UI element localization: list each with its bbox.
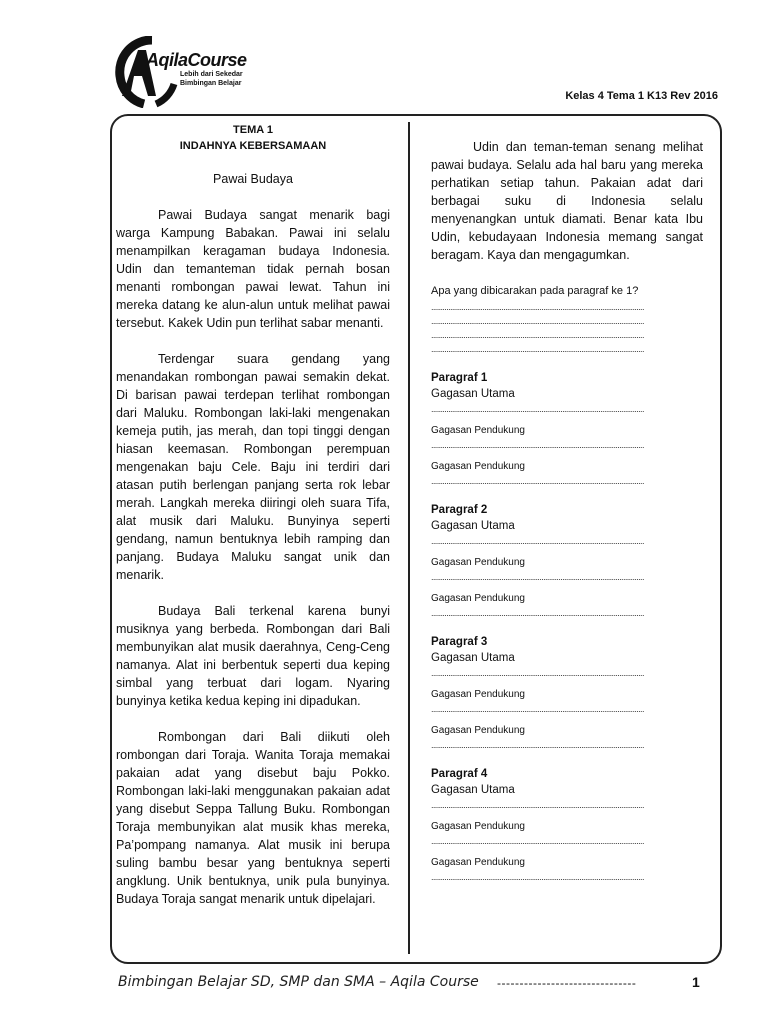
logo-brand-text: AqilaCourse xyxy=(146,50,247,70)
story-paragraph-4: Rombongan dari Bali diikuti oleh rombongan dari Toraja. Wanita Toraja memakai pakaian adat yang disebut baju Pokko. Rombongan laki-laki menggunakan pakaian adat yang disebut Seppa Tallung Buku. Rombongan Toraja membunyikan alat musik khas mereka, Pa’pompang namanya. Alat musik ini berupa suling bambu besar yang bentuknya seperti angklung. Unik bentuknya, unik pula bunyinya. Budaya Toraja sangat menarik untuk dipelajari. xyxy=(116,730,390,906)
answer-line[interactable]: ................................................................................................................ xyxy=(431,302,644,312)
answer-line[interactable]: ................................................................................................................ xyxy=(431,344,644,354)
paragraph-block-4 xyxy=(431,766,703,884)
supporting-idea-label: Gagasan Pendukung xyxy=(431,593,525,604)
paragraph-block-1 xyxy=(431,370,703,488)
supporting-idea-label: Gagasan Pendukung xyxy=(431,689,525,700)
answer-line[interactable]: ................................................................................................................ xyxy=(431,608,644,618)
supporting-idea-label: Gagasan Pendukung xyxy=(431,857,525,868)
story-title: Pawai Budaya xyxy=(213,172,293,186)
question-text: Apa yang dibicarakan pada paragraf ke 1? xyxy=(431,285,639,297)
answer-line[interactable]: ................................................................................................................ xyxy=(431,872,644,882)
theme-number: TEMA 1 xyxy=(233,124,273,136)
supporting-idea-label: Gagasan Pendukung xyxy=(431,725,525,736)
main-idea-label: Gagasan Utama xyxy=(431,388,515,400)
footer-dashes: ------------------------------- xyxy=(497,976,637,990)
main-idea-label: Gagasan Utama xyxy=(431,784,515,796)
supporting-idea-label: Gagasan Pendukung xyxy=(431,821,525,832)
logo-tagline-line1: Lebih dari Sekedar xyxy=(180,71,243,78)
left-column xyxy=(116,122,390,926)
paragraph-block-2 xyxy=(431,502,703,620)
paragraph-title: Paragraf 3 xyxy=(431,636,488,648)
story-paragraph-5: Udin dan teman-teman senang melihat pawai budaya. Selalu ada hal baru yang mereka perhatikan setiap tahun. Pakaian adat dari berbagai suku di Indonesia selalu menyenangkan untuk diamati. Benar kata Ibu Udin, kebudayaan Indonesia memang sangat beragam. Kaya dan mengagumkan. xyxy=(431,140,703,262)
paragraph-block-3 xyxy=(431,634,703,752)
paragraph-title: Paragraf 2 xyxy=(431,504,488,516)
supporting-idea-label: Gagasan Pendukung xyxy=(431,461,525,472)
supporting-idea-label: Gagasan Pendukung xyxy=(431,557,525,568)
logo-tagline-line2: Bimbingan Belajar xyxy=(180,80,242,87)
supporting-idea-label: Gagasan Pendukung xyxy=(431,425,525,436)
answer-line[interactable]: ................................................................................................................ xyxy=(431,440,644,450)
main-idea-label: Gagasan Utama xyxy=(431,652,515,664)
story-paragraph-2: Terdengar suara gendang yang menandakan rombongan pawai semakin dekat. Di barisan pawai terdepan terlihat rombongan dari Maluku. Rombongan laki-laki mengenakan kemeja putih, jas merah, dan topi tinggi dengan hiasan keemasan. Rombongan perempuan mengenakan baju Cele. Baju ini terdiri dari atasan putih berlengan panjang serta rok lebar merah. Langkah mereka diiringi oleh suara Tifa, alat musik dari Maluku. Bunyinya seperti gendang, namun bentuknya lebih ramping dan panjang. Budaya Maluku sangat unik dan menarik. xyxy=(116,352,390,582)
theme-title: INDAHNYA KEBERSAMAAN xyxy=(179,140,327,152)
answer-line[interactable]: ................................................................................................................ xyxy=(431,316,644,326)
answer-line[interactable]: ................................................................................................................ xyxy=(431,572,644,582)
right-column xyxy=(431,138,703,884)
answer-line[interactable]: ................................................................................................................ xyxy=(431,740,644,750)
footer-text: Bimbingan Belajar SD, SMP dan SMA – Aqila Course xyxy=(118,974,479,990)
page-number: 1 xyxy=(692,974,700,990)
paragraph-title: Paragraf 4 xyxy=(431,768,488,780)
story-paragraph-1: Pawai Budaya sangat menarik bagi warga Kampung Babakan. Pawai ini selalu menampilkan keragaman budaya Indonesia. Udin dan temanteman tidak pernah bosan menanti rombongan pawai lewat. Tahun ini mereka datang ke alun-alun untuk melihat pawai tersebut. Kakek Udin pun terlihat sabar menanti. xyxy=(116,208,390,330)
answer-line[interactable]: ................................................................................................................ xyxy=(431,704,644,714)
paragraph-title: Paragraf 1 xyxy=(431,372,488,384)
answer-line[interactable]: ................................................................................................................ xyxy=(431,836,644,846)
answer-line[interactable]: ................................................................................................................ xyxy=(431,536,644,546)
answer-line[interactable]: ................................................................................................................ xyxy=(431,668,644,678)
answer-line[interactable]: ................................................................................................................ xyxy=(431,404,644,414)
class-info: Kelas 4 Tema 1 K13 Rev 2016 xyxy=(565,90,718,102)
main-idea-label: Gagasan Utama xyxy=(431,520,515,532)
aqila-course-logo xyxy=(112,36,252,108)
logo-mark-icon xyxy=(112,36,182,108)
answer-line[interactable]: ................................................................................................................ xyxy=(431,330,644,340)
story-paragraph-3: Budaya Bali terkenal karena bunyi musiknya yang berbeda. Rombongan dari Bali membunyikan alat musik daerahnya, Ceng-Ceng namanya. Alat ini berbentuk seperti dua keping simbal yang terbuat dari logam. Nyaring bunyinya ketika kedua keping ini dipadukan. xyxy=(116,604,390,708)
answer-line[interactable]: ................................................................................................................ xyxy=(431,800,644,810)
column-divider xyxy=(408,122,410,954)
answer-line[interactable]: ................................................................................................................ xyxy=(431,476,644,486)
